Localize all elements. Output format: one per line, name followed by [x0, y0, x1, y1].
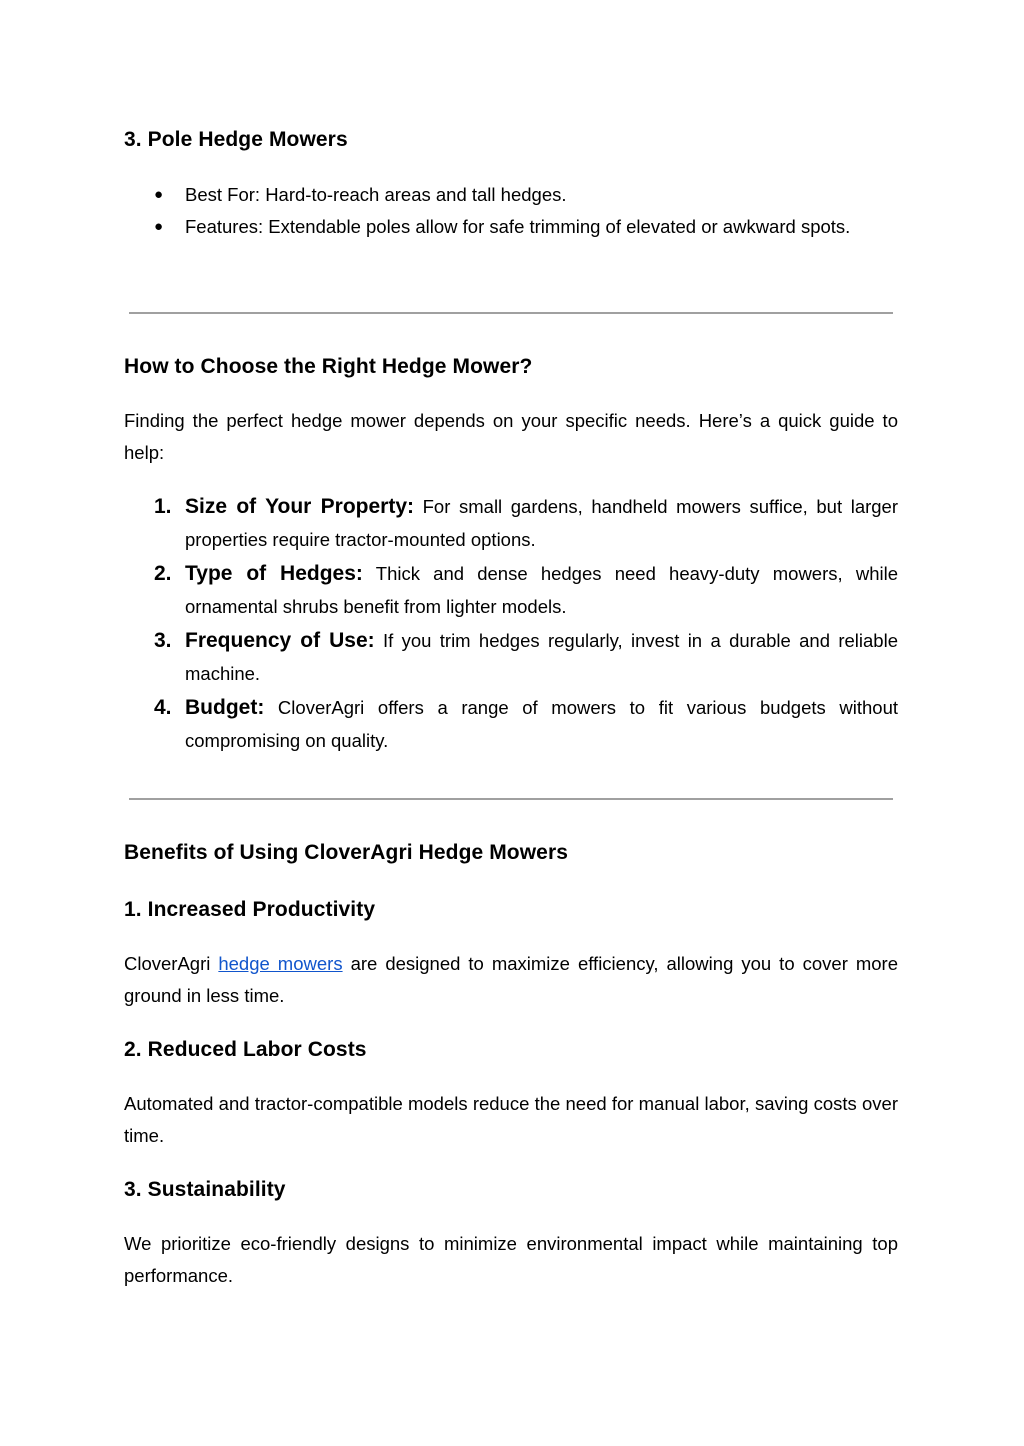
bullet-text: Best For: Hard-to-reach areas and tall hedges.	[185, 184, 567, 205]
bullet-icon: ●	[154, 186, 164, 203]
sustainability-paragraph: We prioritize eco-friendly designs to minimize environmental impact while maintaining top performance.	[124, 1233, 898, 1286]
productivity-text-after: are designed to maximize efficiency, allowing you to cover more ground in less time.	[124, 953, 899, 1006]
heading-benefits: Benefits of Using CloverAgri Hedge Mowers	[124, 841, 569, 864]
section-divider	[129, 312, 893, 314]
list-item	[124, 179, 898, 211]
item-term: Budget:	[185, 696, 265, 719]
item-number: 2.	[154, 562, 172, 585]
productivity-text-before: CloverAgri	[124, 953, 219, 974]
list-item	[124, 211, 898, 243]
item-text: If you trim hedges regularly, invest in a durable and reliable machine.	[185, 630, 898, 684]
item-text: For small gardens, handheld mowers suffice, but larger properties require tractor-mounted options.	[185, 496, 899, 550]
item-number: 3.	[154, 629, 172, 652]
productivity-paragraph	[124, 948, 898, 1011]
bullet-icon: ●	[154, 217, 164, 235]
hedge-mowers-link[interactable]: hedge mowers	[218, 953, 343, 974]
list-item	[124, 490, 898, 556]
item-term: Type of Hedges:	[185, 562, 363, 585]
item-text: CloverAgri offers a range of mowers to fit various budgets without compromising on quality.	[185, 697, 898, 751]
pole-features-list	[124, 179, 898, 242]
list-item	[124, 557, 898, 623]
list-item	[124, 624, 898, 690]
section-divider	[129, 798, 893, 800]
item-term: Frequency of Use:	[185, 629, 375, 652]
item-number: 1.	[154, 495, 172, 518]
list-item	[124, 691, 898, 757]
heading-increased-productivity: 1. Increased Productivity	[124, 898, 376, 921]
bullet-text: Features: Extendable poles allow for safe trimming of elevated or awkward spots.	[185, 215, 851, 237]
choose-intro-paragraph: Finding the perfect hedge mower depends on your specific needs. Here’s a quick guide to help:	[124, 410, 898, 463]
item-number: 4.	[154, 696, 172, 719]
heading-sustainability: 3. Sustainability	[124, 1178, 286, 1201]
heading-reduced-labor-costs: 2. Reduced Labor Costs	[124, 1038, 367, 1061]
heading-pole-hedge-mowers: 3. Pole Hedge Mowers	[124, 128, 348, 151]
item-term: Size of Your Property:	[185, 495, 415, 518]
heading-how-to-choose: How to Choose the Right Hedge Mower?	[124, 355, 533, 378]
item-text: Thick and dense hedges need heavy-duty mowers, while ornamental shrubs benefit from lighter models.	[185, 563, 898, 617]
choose-criteria-list	[124, 490, 898, 758]
labor-paragraph: Automated and tractor-compatible models reduce the need for manual labor, saving costs over time.	[124, 1093, 898, 1146]
